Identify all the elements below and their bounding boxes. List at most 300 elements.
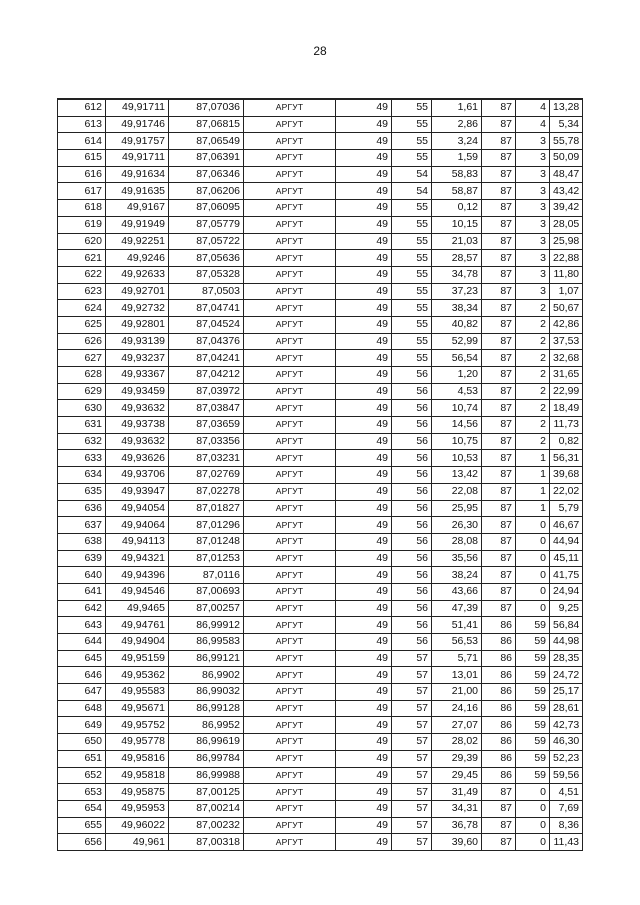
longitude-seconds-cell: 39,42 — [550, 200, 583, 217]
latitude-seconds-cell: 0,12 — [432, 200, 482, 217]
longitude-decimal-cell: 86,99121 — [169, 650, 244, 667]
site-name-cell: АРГУТ — [244, 517, 336, 534]
longitude-decimal-cell: 87,00693 — [169, 583, 244, 600]
latitude-minutes-cell: 54 — [392, 183, 432, 200]
table-row — [58, 450, 583, 467]
table-row — [58, 250, 583, 267]
longitude-seconds-cell: 4,51 — [550, 784, 583, 801]
latitude-degrees-cell: 49 — [336, 300, 392, 317]
point-number-cell: 635 — [58, 483, 106, 500]
table-row — [58, 400, 583, 417]
longitude-minutes-cell: 2 — [516, 400, 550, 417]
latitude-degrees-cell: 49 — [336, 266, 392, 283]
longitude-minutes-cell: 4 — [516, 116, 550, 133]
latitude-degrees-cell: 49 — [336, 734, 392, 751]
latitude-degrees-cell: 49 — [336, 350, 392, 367]
table-row — [58, 350, 583, 367]
longitude-decimal-cell: 87,00318 — [169, 834, 244, 851]
table-row — [58, 684, 583, 701]
site-name-cell: АРГУТ — [244, 567, 336, 584]
latitude-minutes-cell: 56 — [392, 467, 432, 484]
latitude-minutes-cell: 56 — [392, 550, 432, 567]
latitude-seconds-cell: 13,01 — [432, 667, 482, 684]
point-number-cell: 650 — [58, 734, 106, 751]
table-row — [58, 183, 583, 200]
point-number-cell: 625 — [58, 316, 106, 333]
longitude-degrees-cell: 87 — [482, 133, 516, 150]
longitude-degrees-cell: 87 — [482, 250, 516, 267]
longitude-seconds-cell: 1,07 — [550, 283, 583, 300]
longitude-minutes-cell: 3 — [516, 216, 550, 233]
latitude-minutes-cell: 56 — [392, 634, 432, 651]
latitude-minutes-cell: 57 — [392, 734, 432, 751]
latitude-minutes-cell: 55 — [392, 116, 432, 133]
point-number-cell: 620 — [58, 233, 106, 250]
longitude-seconds-cell: 31,65 — [550, 367, 583, 384]
latitude-degrees-cell: 49 — [336, 583, 392, 600]
latitude-decimal-cell: 49,93738 — [106, 417, 169, 434]
latitude-decimal-cell: 49,91949 — [106, 216, 169, 233]
longitude-minutes-cell: 59 — [516, 684, 550, 701]
latitude-minutes-cell: 55 — [392, 200, 432, 217]
table-row — [58, 834, 583, 851]
table-row — [58, 617, 583, 634]
longitude-seconds-cell: 59,56 — [550, 767, 583, 784]
longitude-minutes-cell: 59 — [516, 767, 550, 784]
table-row — [58, 717, 583, 734]
longitude-minutes-cell: 2 — [516, 367, 550, 384]
point-number-cell: 651 — [58, 750, 106, 767]
point-number-cell: 627 — [58, 350, 106, 367]
longitude-decimal-cell: 86,9902 — [169, 667, 244, 684]
longitude-decimal-cell: 86,99032 — [169, 684, 244, 701]
latitude-seconds-cell: 58,87 — [432, 183, 482, 200]
latitude-degrees-cell: 49 — [336, 116, 392, 133]
table-row — [58, 600, 583, 617]
latitude-decimal-cell: 49,9246 — [106, 250, 169, 267]
point-number-cell: 632 — [58, 433, 106, 450]
point-number-cell: 649 — [58, 717, 106, 734]
latitude-degrees-cell: 49 — [336, 600, 392, 617]
table-row — [58, 500, 583, 517]
longitude-decimal-cell: 87,06095 — [169, 200, 244, 217]
latitude-minutes-cell: 55 — [392, 316, 432, 333]
longitude-decimal-cell: 87,02278 — [169, 483, 244, 500]
longitude-seconds-cell: 8,36 — [550, 817, 583, 834]
latitude-decimal-cell: 49,95816 — [106, 750, 169, 767]
longitude-degrees-cell: 87 — [482, 433, 516, 450]
longitude-decimal-cell: 87,00125 — [169, 784, 244, 801]
latitude-degrees-cell: 49 — [336, 133, 392, 150]
latitude-minutes-cell: 55 — [392, 333, 432, 350]
latitude-minutes-cell: 57 — [392, 684, 432, 701]
table-row — [58, 750, 583, 767]
longitude-seconds-cell: 46,30 — [550, 734, 583, 751]
latitude-degrees-cell: 49 — [336, 150, 392, 167]
longitude-seconds-cell: 7,69 — [550, 800, 583, 817]
point-number-cell: 647 — [58, 684, 106, 701]
latitude-decimal-cell: 49,91711 — [106, 99, 169, 116]
longitude-seconds-cell: 42,73 — [550, 717, 583, 734]
latitude-seconds-cell: 2,86 — [432, 116, 482, 133]
site-name-cell: АРГУТ — [244, 717, 336, 734]
table-row — [58, 817, 583, 834]
longitude-decimal-cell: 86,99619 — [169, 734, 244, 751]
latitude-degrees-cell: 49 — [336, 233, 392, 250]
point-number-cell: 646 — [58, 667, 106, 684]
longitude-decimal-cell: 87,07036 — [169, 99, 244, 116]
longitude-minutes-cell: 4 — [516, 99, 550, 116]
latitude-seconds-cell: 21,03 — [432, 233, 482, 250]
latitude-degrees-cell: 49 — [336, 750, 392, 767]
latitude-minutes-cell: 56 — [392, 583, 432, 600]
longitude-minutes-cell: 0 — [516, 784, 550, 801]
latitude-decimal-cell: 49,92801 — [106, 316, 169, 333]
longitude-decimal-cell: 87,03231 — [169, 450, 244, 467]
longitude-minutes-cell: 2 — [516, 300, 550, 317]
site-name-cell: АРГУТ — [244, 550, 336, 567]
point-number-cell: 623 — [58, 283, 106, 300]
longitude-seconds-cell: 32,68 — [550, 350, 583, 367]
longitude-seconds-cell: 56,31 — [550, 450, 583, 467]
latitude-degrees-cell: 49 — [336, 316, 392, 333]
latitude-seconds-cell: 28,02 — [432, 734, 482, 751]
latitude-degrees-cell: 49 — [336, 333, 392, 350]
longitude-seconds-cell: 22,88 — [550, 250, 583, 267]
longitude-degrees-cell: 87 — [482, 350, 516, 367]
latitude-degrees-cell: 49 — [336, 166, 392, 183]
site-name-cell: АРГУТ — [244, 300, 336, 317]
latitude-decimal-cell: 49,92633 — [106, 266, 169, 283]
latitude-seconds-cell: 38,24 — [432, 567, 482, 584]
point-number-cell: 621 — [58, 250, 106, 267]
latitude-seconds-cell: 35,56 — [432, 550, 482, 567]
latitude-decimal-cell: 49,92732 — [106, 300, 169, 317]
latitude-seconds-cell: 29,39 — [432, 750, 482, 767]
latitude-seconds-cell: 4,53 — [432, 383, 482, 400]
latitude-seconds-cell: 14,56 — [432, 417, 482, 434]
latitude-minutes-cell: 56 — [392, 433, 432, 450]
point-number-cell: 654 — [58, 800, 106, 817]
latitude-minutes-cell: 56 — [392, 483, 432, 500]
longitude-degrees-cell: 87 — [482, 500, 516, 517]
longitude-degrees-cell: 86 — [482, 617, 516, 634]
longitude-degrees-cell: 87 — [482, 517, 516, 534]
longitude-seconds-cell: 25,98 — [550, 233, 583, 250]
longitude-minutes-cell: 0 — [516, 567, 550, 584]
site-name-cell: АРГУТ — [244, 250, 336, 267]
latitude-minutes-cell: 56 — [392, 567, 432, 584]
longitude-degrees-cell: 87 — [482, 99, 516, 116]
site-name-cell: АРГУТ — [244, 316, 336, 333]
latitude-decimal-cell: 49,9167 — [106, 200, 169, 217]
point-number-cell: 614 — [58, 133, 106, 150]
latitude-seconds-cell: 25,95 — [432, 500, 482, 517]
longitude-minutes-cell: 0 — [516, 600, 550, 617]
latitude-minutes-cell: 54 — [392, 166, 432, 183]
latitude-decimal-cell: 49,91711 — [106, 150, 169, 167]
longitude-seconds-cell: 11,73 — [550, 417, 583, 434]
longitude-decimal-cell: 87,03847 — [169, 400, 244, 417]
longitude-minutes-cell: 1 — [516, 467, 550, 484]
longitude-minutes-cell: 59 — [516, 667, 550, 684]
table-row — [58, 166, 583, 183]
longitude-degrees-cell: 87 — [482, 367, 516, 384]
longitude-minutes-cell: 0 — [516, 533, 550, 550]
site-name-cell: АРГУТ — [244, 433, 336, 450]
latitude-degrees-cell: 49 — [336, 767, 392, 784]
latitude-minutes-cell: 55 — [392, 266, 432, 283]
longitude-degrees-cell: 87 — [482, 834, 516, 851]
longitude-minutes-cell: 59 — [516, 650, 550, 667]
site-name-cell: АРГУТ — [244, 784, 336, 801]
site-name-cell: АРГУТ — [244, 667, 336, 684]
longitude-seconds-cell: 13,28 — [550, 99, 583, 116]
latitude-degrees-cell: 49 — [336, 617, 392, 634]
longitude-seconds-cell: 22,99 — [550, 383, 583, 400]
longitude-seconds-cell: 5,79 — [550, 500, 583, 517]
latitude-minutes-cell: 55 — [392, 216, 432, 233]
longitude-degrees-cell: 87 — [482, 400, 516, 417]
point-number-cell: 617 — [58, 183, 106, 200]
longitude-decimal-cell: 87,03659 — [169, 417, 244, 434]
site-name-cell: АРГУТ — [244, 684, 336, 701]
longitude-degrees-cell: 86 — [482, 684, 516, 701]
longitude-minutes-cell: 59 — [516, 750, 550, 767]
site-name-cell: АРГУТ — [244, 99, 336, 116]
site-name-cell: АРГУТ — [244, 817, 336, 834]
longitude-minutes-cell: 1 — [516, 450, 550, 467]
point-number-cell: 644 — [58, 634, 106, 651]
table-row — [58, 517, 583, 534]
latitude-degrees-cell: 49 — [336, 417, 392, 434]
site-name-cell: АРГУТ — [244, 200, 336, 217]
latitude-minutes-cell: 56 — [392, 533, 432, 550]
table-row — [58, 266, 583, 283]
longitude-minutes-cell: 2 — [516, 417, 550, 434]
longitude-seconds-cell: 44,94 — [550, 533, 583, 550]
latitude-minutes-cell: 57 — [392, 767, 432, 784]
longitude-minutes-cell: 2 — [516, 433, 550, 450]
latitude-minutes-cell: 55 — [392, 150, 432, 167]
longitude-degrees-cell: 87 — [482, 300, 516, 317]
latitude-decimal-cell: 49,95671 — [106, 700, 169, 717]
latitude-seconds-cell: 27,07 — [432, 717, 482, 734]
latitude-seconds-cell: 34,78 — [432, 266, 482, 283]
latitude-seconds-cell: 37,23 — [432, 283, 482, 300]
latitude-seconds-cell: 24,16 — [432, 700, 482, 717]
longitude-degrees-cell: 87 — [482, 283, 516, 300]
longitude-seconds-cell: 9,25 — [550, 600, 583, 617]
longitude-decimal-cell: 87,03972 — [169, 383, 244, 400]
table-row — [58, 150, 583, 167]
longitude-degrees-cell: 87 — [482, 150, 516, 167]
longitude-decimal-cell: 87,05636 — [169, 250, 244, 267]
longitude-seconds-cell: 39,68 — [550, 467, 583, 484]
latitude-minutes-cell: 57 — [392, 750, 432, 767]
point-number-cell: 642 — [58, 600, 106, 617]
latitude-minutes-cell: 57 — [392, 700, 432, 717]
longitude-minutes-cell: 3 — [516, 283, 550, 300]
longitude-minutes-cell: 3 — [516, 150, 550, 167]
point-number-cell: 640 — [58, 567, 106, 584]
latitude-decimal-cell: 49,91757 — [106, 133, 169, 150]
latitude-minutes-cell: 56 — [392, 517, 432, 534]
site-name-cell: АРГУТ — [244, 500, 336, 517]
site-name-cell: АРГУТ — [244, 767, 336, 784]
latitude-seconds-cell: 21,00 — [432, 684, 482, 701]
latitude-degrees-cell: 49 — [336, 250, 392, 267]
latitude-degrees-cell: 49 — [336, 784, 392, 801]
latitude-decimal-cell: 49,94054 — [106, 500, 169, 517]
latitude-degrees-cell: 49 — [336, 216, 392, 233]
table-row — [58, 583, 583, 600]
longitude-minutes-cell: 3 — [516, 166, 550, 183]
latitude-decimal-cell: 49,94904 — [106, 634, 169, 651]
longitude-decimal-cell: 87,00232 — [169, 817, 244, 834]
latitude-minutes-cell: 56 — [392, 450, 432, 467]
longitude-degrees-cell: 86 — [482, 650, 516, 667]
point-number-cell: 639 — [58, 550, 106, 567]
latitude-degrees-cell: 49 — [336, 550, 392, 567]
longitude-seconds-cell: 46,67 — [550, 517, 583, 534]
latitude-minutes-cell: 57 — [392, 667, 432, 684]
longitude-minutes-cell: 0 — [516, 800, 550, 817]
latitude-seconds-cell: 29,45 — [432, 767, 482, 784]
latitude-minutes-cell: 57 — [392, 817, 432, 834]
longitude-decimal-cell: 87,01248 — [169, 533, 244, 550]
latitude-degrees-cell: 49 — [336, 99, 392, 116]
latitude-minutes-cell: 55 — [392, 133, 432, 150]
point-number-cell: 622 — [58, 266, 106, 283]
longitude-minutes-cell: 59 — [516, 734, 550, 751]
longitude-decimal-cell: 87,04212 — [169, 367, 244, 384]
latitude-decimal-cell: 49,95583 — [106, 684, 169, 701]
point-number-cell: 636 — [58, 500, 106, 517]
longitude-degrees-cell: 86 — [482, 700, 516, 717]
latitude-minutes-cell: 56 — [392, 417, 432, 434]
longitude-degrees-cell: 87 — [482, 216, 516, 233]
longitude-degrees-cell: 87 — [482, 800, 516, 817]
longitude-decimal-cell: 87,00214 — [169, 800, 244, 817]
longitude-degrees-cell: 86 — [482, 767, 516, 784]
latitude-minutes-cell: 56 — [392, 617, 432, 634]
longitude-decimal-cell: 87,05328 — [169, 266, 244, 283]
latitude-minutes-cell: 56 — [392, 600, 432, 617]
longitude-decimal-cell: 87,00257 — [169, 600, 244, 617]
point-number-cell: 616 — [58, 166, 106, 183]
coordinates-table — [57, 98, 583, 851]
table-row — [58, 800, 583, 817]
site-name-cell: АРГУТ — [244, 183, 336, 200]
longitude-minutes-cell: 3 — [516, 233, 550, 250]
latitude-degrees-cell: 49 — [336, 717, 392, 734]
latitude-minutes-cell: 55 — [392, 300, 432, 317]
latitude-degrees-cell: 49 — [336, 483, 392, 500]
latitude-seconds-cell: 38,34 — [432, 300, 482, 317]
longitude-degrees-cell: 86 — [482, 750, 516, 767]
longitude-seconds-cell: 42,86 — [550, 316, 583, 333]
latitude-minutes-cell: 57 — [392, 834, 432, 851]
longitude-minutes-cell: 3 — [516, 200, 550, 217]
longitude-degrees-cell: 87 — [482, 450, 516, 467]
latitude-minutes-cell: 57 — [392, 650, 432, 667]
longitude-decimal-cell: 87,01253 — [169, 550, 244, 567]
latitude-seconds-cell: 3,24 — [432, 133, 482, 150]
latitude-minutes-cell: 55 — [392, 350, 432, 367]
latitude-seconds-cell: 10,74 — [432, 400, 482, 417]
longitude-degrees-cell: 87 — [482, 600, 516, 617]
table-row — [58, 550, 583, 567]
longitude-degrees-cell: 87 — [482, 817, 516, 834]
latitude-seconds-cell: 28,57 — [432, 250, 482, 267]
table-row — [58, 734, 583, 751]
point-number-cell: 656 — [58, 834, 106, 851]
latitude-seconds-cell: 34,31 — [432, 800, 482, 817]
longitude-degrees-cell: 87 — [482, 233, 516, 250]
latitude-seconds-cell: 10,53 — [432, 450, 482, 467]
latitude-degrees-cell: 49 — [336, 567, 392, 584]
longitude-decimal-cell: 87,01827 — [169, 500, 244, 517]
point-number-cell: 613 — [58, 116, 106, 133]
latitude-decimal-cell: 49,95875 — [106, 784, 169, 801]
longitude-seconds-cell: 11,80 — [550, 266, 583, 283]
site-name-cell: АРГУТ — [244, 700, 336, 717]
longitude-decimal-cell: 87,04241 — [169, 350, 244, 367]
latitude-seconds-cell: 56,53 — [432, 634, 482, 651]
page-number: 28 — [313, 44, 327, 58]
point-number-cell: 630 — [58, 400, 106, 417]
latitude-decimal-cell: 49,92251 — [106, 233, 169, 250]
latitude-decimal-cell: 49,95362 — [106, 667, 169, 684]
latitude-degrees-cell: 49 — [336, 684, 392, 701]
longitude-seconds-cell: 28,35 — [550, 650, 583, 667]
site-name-cell: АРГУТ — [244, 600, 336, 617]
longitude-seconds-cell: 56,84 — [550, 617, 583, 634]
site-name-cell: АРГУТ — [244, 116, 336, 133]
latitude-decimal-cell: 49,95818 — [106, 767, 169, 784]
longitude-decimal-cell: 87,04376 — [169, 333, 244, 350]
point-number-cell: 637 — [58, 517, 106, 534]
longitude-decimal-cell: 86,9952 — [169, 717, 244, 734]
point-number-cell: 641 — [58, 583, 106, 600]
site-name-cell: АРГУТ — [244, 617, 336, 634]
longitude-seconds-cell: 55,78 — [550, 133, 583, 150]
site-name-cell: АРГУТ — [244, 150, 336, 167]
latitude-minutes-cell: 56 — [392, 400, 432, 417]
latitude-decimal-cell: 49,94113 — [106, 533, 169, 550]
latitude-decimal-cell: 49,91634 — [106, 166, 169, 183]
table-row — [58, 200, 583, 217]
longitude-decimal-cell: 87,06346 — [169, 166, 244, 183]
latitude-decimal-cell: 49,93947 — [106, 483, 169, 500]
point-number-cell: 648 — [58, 700, 106, 717]
longitude-seconds-cell: 37,53 — [550, 333, 583, 350]
latitude-seconds-cell: 1,59 — [432, 150, 482, 167]
latitude-decimal-cell: 49,94396 — [106, 567, 169, 584]
latitude-seconds-cell: 56,54 — [432, 350, 482, 367]
latitude-decimal-cell: 49,95159 — [106, 650, 169, 667]
latitude-degrees-cell: 49 — [336, 800, 392, 817]
latitude-degrees-cell: 49 — [336, 450, 392, 467]
point-number-cell: 628 — [58, 367, 106, 384]
latitude-minutes-cell: 55 — [392, 250, 432, 267]
longitude-degrees-cell: 87 — [482, 166, 516, 183]
latitude-seconds-cell: 10,15 — [432, 216, 482, 233]
longitude-seconds-cell: 25,17 — [550, 684, 583, 701]
longitude-degrees-cell: 87 — [482, 116, 516, 133]
table-row — [58, 533, 583, 550]
